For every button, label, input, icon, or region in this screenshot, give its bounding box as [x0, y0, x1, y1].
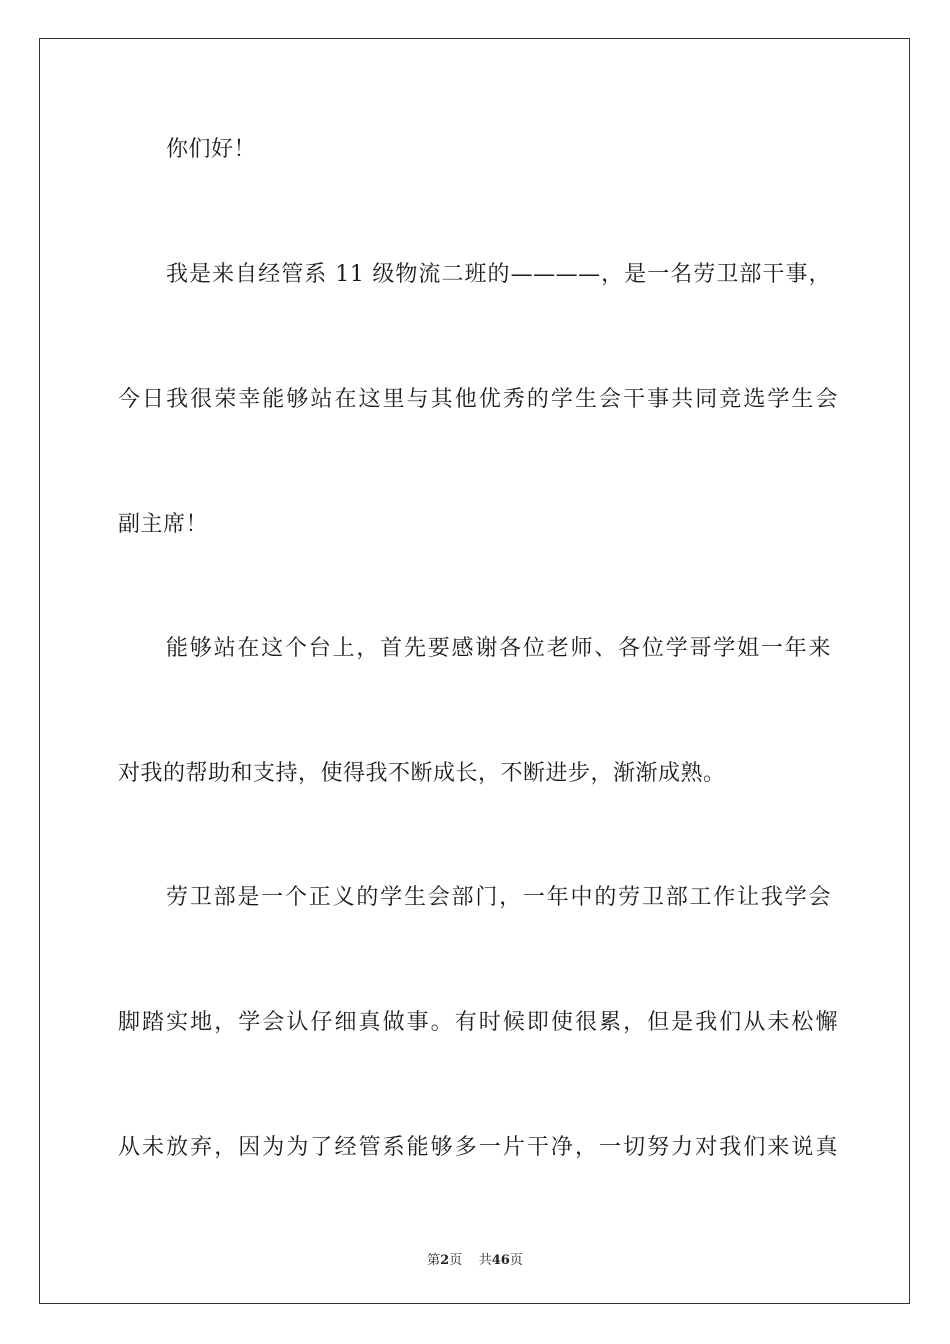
text-line: 副主席！ — [118, 512, 209, 537]
page-border — [39, 38, 910, 1304]
page-footer — [0, 1249, 950, 1268]
footer-total-prefix: 共 — [478, 1253, 492, 1268]
text-line: 我是来自经管系 11 级物流二班的————，是一名劳卫部干事， — [166, 262, 831, 287]
footer-page-number: 2 — [440, 1253, 450, 1268]
text-line: 能够站在这个台上，首先要感谢各位老师、各位学哥学姐一年来 — [166, 636, 831, 661]
footer-page-prefix: 第 — [427, 1253, 441, 1268]
text-line-greeting: 你们好！ — [166, 137, 257, 162]
text-line: 劳卫部是一个正义的学生会部门，一年中的劳卫部工作让我学会 — [166, 885, 831, 910]
footer-total-pages: 46 — [491, 1253, 510, 1268]
footer-total-suffix: 页 — [509, 1253, 523, 1268]
footer-page-suffix: 页 — [449, 1253, 463, 1268]
text-line: 对我的帮助和支持，使得我不断成长，不断进步，渐渐成熟。 — [118, 761, 726, 786]
text-line: 从未放弃，因为为了经管系能够多一片干净，一切努力对我们来说真 — [118, 1135, 838, 1160]
text-line: 脚踏实地，学会认仔细真做事。有时候即使很累，但是我们从未松懈 — [118, 1010, 838, 1035]
text-line: 今日我很荣幸能够站在这里与其他优秀的学生会干事共同竞选学生会 — [118, 387, 838, 412]
